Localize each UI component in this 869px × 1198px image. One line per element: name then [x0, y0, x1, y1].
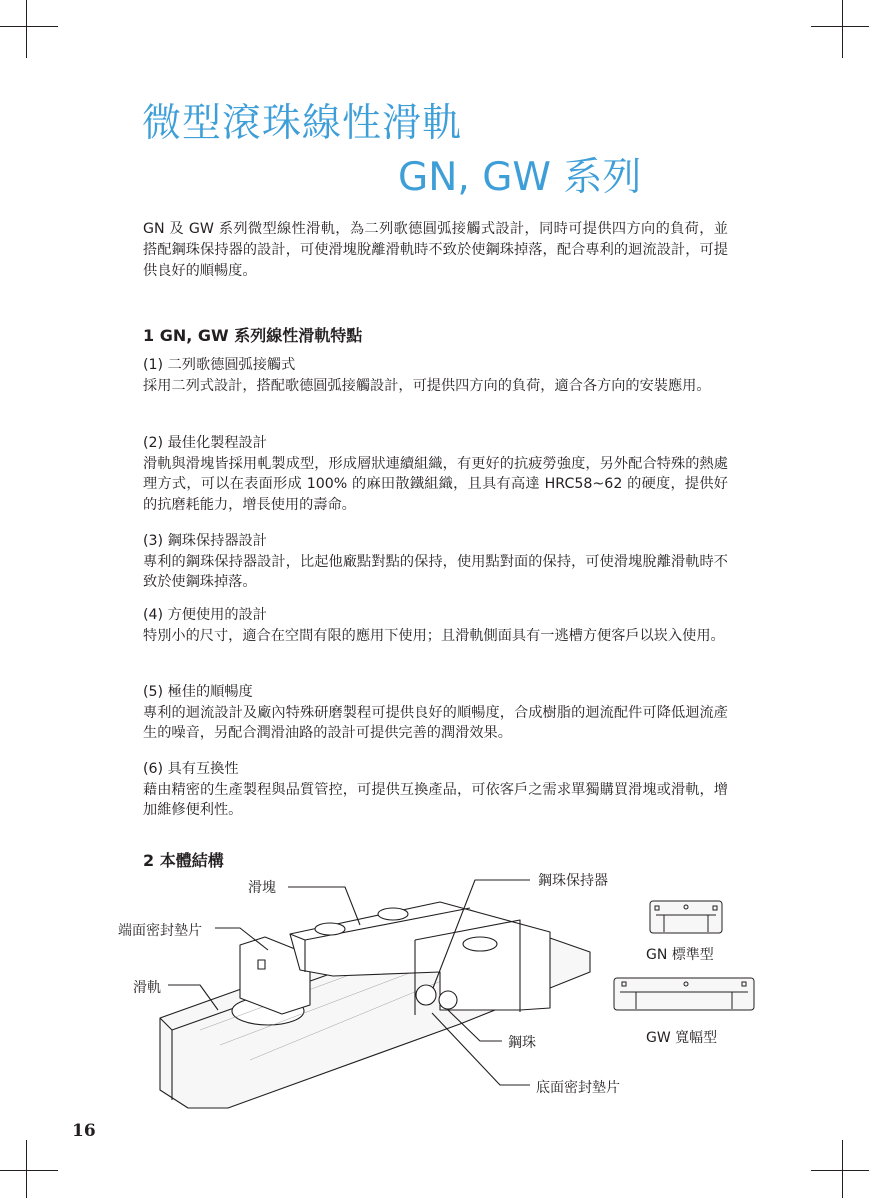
section1-heading: 1 GN, GW 系列線性滑軌特點 [143, 326, 363, 345]
label-block: 滑塊 [248, 880, 276, 896]
crop-mark [842, 1140, 843, 1198]
block-mount-hole [463, 937, 497, 951]
label-retainer: 鋼珠保持器 [538, 873, 608, 889]
crop-mark [811, 26, 869, 27]
feature-title: (5) 極佳的順暢度 [143, 684, 253, 700]
label-bottom-seal: 底面密封墊片 [536, 1080, 620, 1096]
crop-mark [0, 1170, 58, 1171]
feature-item [143, 433, 728, 515]
structure-diagram [0, 860, 869, 1110]
feature-text: 專利的迴流設計及廠內特殊研磨製程可提供良好的順暢度，合成樹脂的迴流配件可降低迴流產生的噪音，另配合潤滑油路的設計可提供完善的潤滑效果。 [143, 704, 728, 741]
page-title: 微型滾珠線性滑軌 [142, 101, 463, 146]
label-end-seal: 端面密封墊片 [118, 923, 202, 939]
feature-text: 滑軌與滑塊皆採用軋製成型，形成層狀連續組織，有更好的抗疲勞強度，另外配合特殊的熱處理方式，可以在表面形成 100% 的麻田散鐵組織，且具有高達 HRC58~62 的硬度，提供好的抗磨耗能力，增長使用的壽命。 [143, 455, 728, 513]
crop-mark [811, 1170, 869, 1171]
label-gw-type: GW 寬幅型 [646, 1030, 718, 1046]
feature-item [143, 759, 728, 821]
feature-title: (2) 最佳化製程設計 [143, 435, 267, 451]
feature-text: 專利的鋼珠保持器設計，比起他廠點對點的保持，使用點對面的保持，可使滑塊脫離滑軌時不致於使鋼珠掉落。 [143, 553, 728, 590]
feature-text: 藉由精密的生產製程與品質管控，可提供互換產品，可依客戶之需求單獨購買滑塊或滑軌，增加維修便利性。 [143, 781, 728, 818]
crop-mark [0, 26, 58, 27]
feature-text: 特別小的尺寸，適合在空間有限的應用下使用；且滑軌側面具有一逃槽方便客戶以崁入使用。 [143, 627, 725, 644]
feature-item [143, 355, 728, 396]
label-rail: 滑軌 [133, 980, 161, 996]
feature-item [143, 531, 728, 593]
feature-title: (3) 鋼珠保持器設計 [143, 533, 267, 549]
feature-title: (6) 具有互換性 [143, 761, 239, 777]
label-gn-type: GN 標準型 [646, 947, 714, 963]
page-subtitle: GN, GW 系列 [398, 155, 642, 200]
section2-heading: 2 本體結構 [143, 851, 224, 870]
feature-title: (4) 方便使用的設計 [143, 607, 267, 623]
crop-mark [842, 0, 843, 58]
steel-ball-drawing [439, 991, 457, 1009]
feature-item [143, 682, 728, 744]
block-mount-hole [378, 908, 408, 920]
gw-profile-icon [614, 978, 754, 1010]
feature-item [143, 605, 728, 646]
crop-mark [26, 0, 27, 58]
intro-paragraph: GN 及 GW 系列微型線性滑軌，為二列歌德圓弧接觸式設計，同時可提供四方向的負荷，並搭配鋼珠保持器的設計，可使滑塊脫離滑軌時不致於使鋼珠掉落，配合專利的迴流設計，可提供良好的順暢度。 [143, 221, 728, 279]
page-number: 16 [72, 1121, 96, 1141]
feature-text: 採用二列式設計，搭配歌德圓弧接觸設計，可提供四方向的負荷，適合各方向的安裝應用。 [143, 377, 711, 394]
feature-title: (1) 二列歌德圓弧接觸式 [143, 357, 296, 373]
label-ball: 鋼珠 [508, 1035, 536, 1051]
gn-profile-icon [650, 901, 722, 933]
crop-mark [26, 1140, 27, 1198]
block-mount-hole [315, 923, 345, 935]
